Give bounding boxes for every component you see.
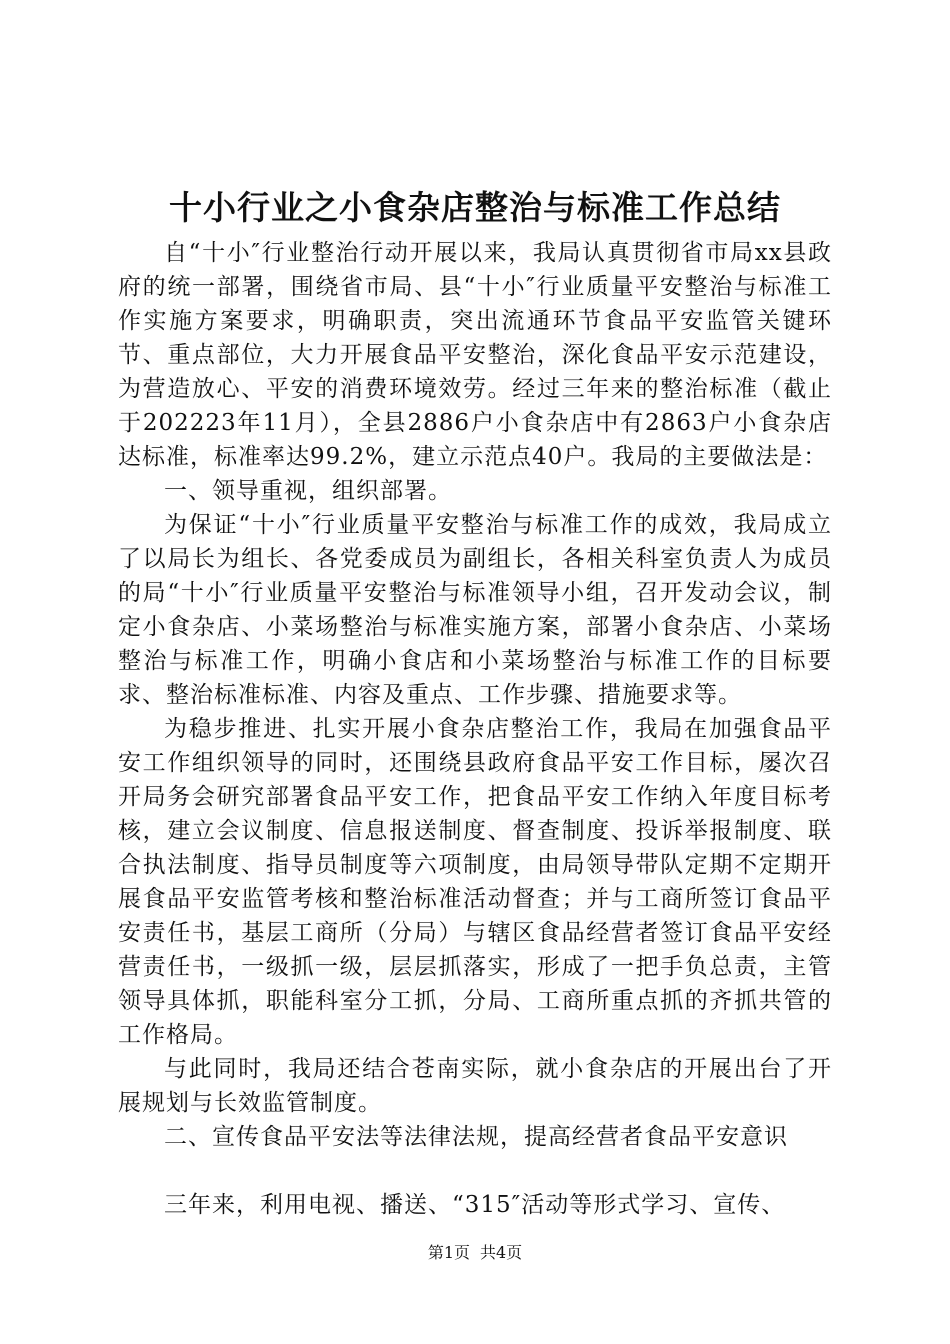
paragraph-leadership: 为保证“十小″行业质量平安整治与标准工作的成效，我局成立了以局长为组长、各党委成员为副组长，各相关科室负责人为成员的局“十小″行业质量平安整治与标准领导小组，召开发动会议，制定小食杂店、小菜场整治与标准实施方案，部署小食杂店、小菜场整治与标准工作，明确小食店和小菜场整治与标准工作的目标要求、整治标准标准、内容及重点、工作步骤、措施要求等。 [118,512,832,708]
page-footer [0,1242,950,1264]
paragraph-planning: 与此同时，我局还结合苍南实际，就小食杂店的开展出台了开展规划与长效监管制度。 [118,1056,832,1116]
document-body [118,236,832,1222]
section-heading-2: 二、宣传食品平安法等法律法规，提高经营者食品平安意识 [164,1124,788,1150]
paragraph-intro: 自“十小″行业整治行动开展以来，我局认真贯彻省市局xx县政府的统一部署，围绕省市局、县“十小″行业质量平安整治与标准工作实施方案要求，明确职责，突出流通环节食品平安监管关键环节、重点部位，大力开展食品平安整治，深化食品平安示范建设，为营造放心、平安的消费环境效劳。经过三年来的整治标准（截止于202223年11月），全县2886户小食杂店中有2863户小食杂店达标准，标准率达99.2%，建立示范点40户。我局的主要做法是： [118,240,832,470]
paragraph-measures: 为稳步推进、扎实开展小食杂店整治工作，我局在加强食品平安工作组织领导的同时，还围绕县政府食品平安工作目标，屡次召开局务会研究部署食品平安工作，把食品平安工作纳入年度目标考核，建立会议制度、信息报送制度、督查制度、投诉举报制度、联合执法制度、指导员制度等六项制度，由局领导带队定期不定期开展食品平安监管考核和整治标准活动督查；并与工商所签订食品平安责任书，基层工商所（分局）与辖区食品经营者签订食品平安经营责任书，一级抓一级，层层抓落实，形成了一把手负总责，主管领导具体抓，职能科室分工抓，分局、工商所重点抓的齐抓共管的工作格局。 [118,716,832,1048]
document-title: 十小行业之小食杂店整治与标准工作总结 [169,188,781,227]
section-heading-1: 一、领导重视，组织部署。 [164,478,452,504]
paragraph-publicity: 三年来，利用电视、播送、“315″活动等形式学习、宣传、 [164,1192,786,1218]
page-total: 共4页 [480,1243,523,1262]
page-number: 第1页 [427,1243,470,1262]
